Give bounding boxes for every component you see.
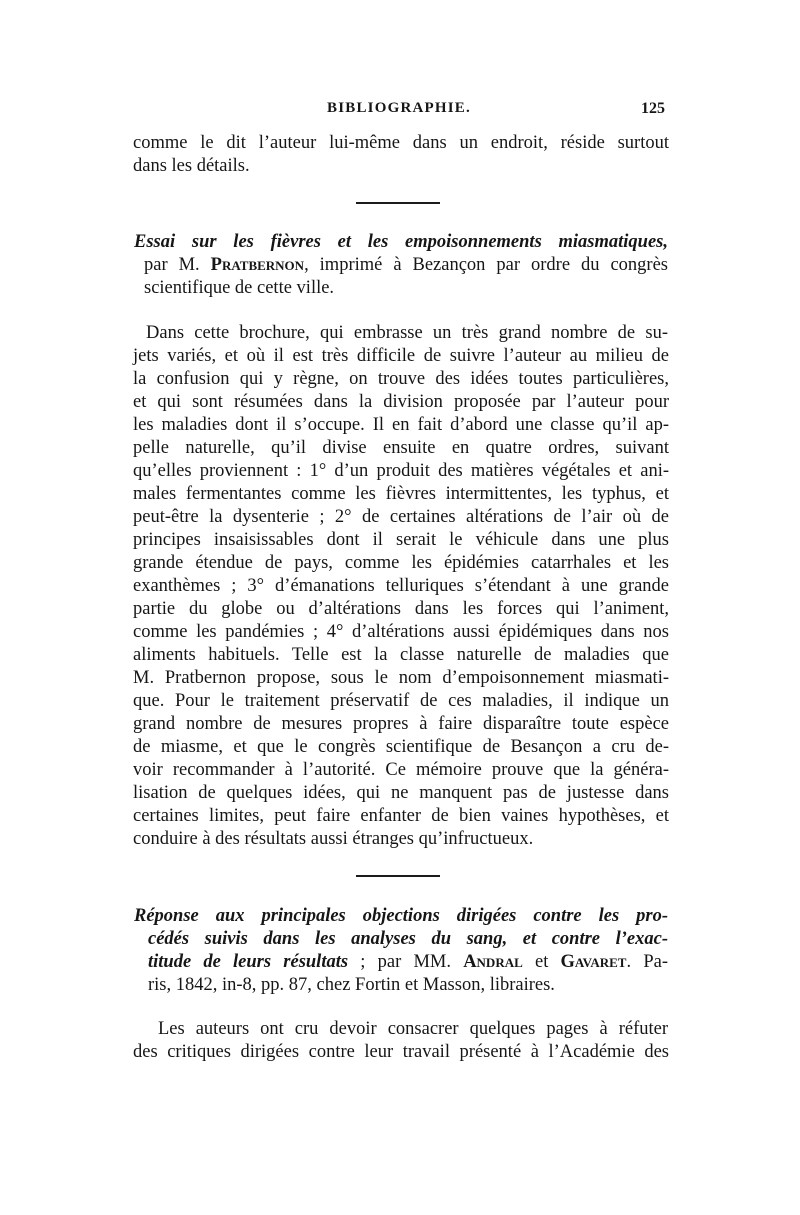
text-line: grand nombre de mesures propres à faire disparaître toute espèce <box>133 714 669 734</box>
text-line: jets variés, et où il est très difficile de suivre l’auteur au milieu de <box>133 346 669 366</box>
text-line: certaines limites, peut faire enfanter de bien vaines hypothèses, et <box>133 806 669 826</box>
text-line: dans les détails. <box>133 156 250 176</box>
text-line: M. Pratbernon propose, sous le nom d’empoisonnement miasmati- <box>133 668 669 688</box>
text-line: Dans cette brochure, qui embrasse un très grand nombre de su- <box>146 323 668 343</box>
text-line: exanthèmes ; 3° d’émanations telluriques s’étendant à une grande <box>133 576 669 596</box>
text-line: grande étendue de pays, comme les épidémies catarrhales et les <box>133 553 669 573</box>
byline-suffix: , imprimé à Bezançon par ordre du congrès <box>304 255 669 275</box>
text-line: conduire à des résultats aussi étranges qu’infructueux. <box>133 829 534 849</box>
author-name: Pratbernon <box>210 255 305 275</box>
title-part: ; par MM. <box>348 952 464 972</box>
text-line: que. Pour le traitement préservatif de ces maladies, il indique un <box>133 691 669 711</box>
title-italic-part: titude de leurs résultats <box>148 952 349 972</box>
text-line: comme le dit l’auteur lui-même dans un endroit, réside surtout <box>133 133 669 153</box>
text-line: partie du globe ou d’altérations dans les forces qui l’animent, <box>133 599 669 619</box>
text-line: pelle naturelle, qu’il divise ensuite en quatre ordres, suivant <box>133 438 669 458</box>
page-number: 125 <box>641 100 665 117</box>
author-name: Andral <box>463 952 523 972</box>
title-part: . Pa- <box>626 952 668 972</box>
text-line: peut-être la dysenterie ; 2° de certaines altérations de l’air où de <box>133 507 669 527</box>
section-divider <box>356 875 440 877</box>
title-part: et <box>522 952 561 972</box>
review-byline: ris, 1842, in-8, pp. 87, chez Fortin et Masson, libraires. <box>148 975 555 995</box>
text-line: qu’elles proviennent : 1° d’un produit des matières végétales et ani- <box>133 461 669 481</box>
text-line: de miasme, et que le congrès scientifique de Besançon a cru de- <box>133 737 669 757</box>
text-line: et qui sont résumées dans la division proposée par l’auteur pour <box>133 392 669 412</box>
text-line: des critiques dirigées contre leur travail présenté à l’Académie des <box>133 1042 669 1062</box>
text-line: males fermentantes comme les fièvres intermittentes, les typhus, et <box>133 484 669 504</box>
text-line: lisation de quelques idées, qui ne manquent pas de justesse dans <box>133 783 669 803</box>
text-line: voir recommander à l’autorité. Ce mémoire prouve que la généra- <box>133 760 669 780</box>
review-title <box>148 951 668 974</box>
text-line: Les auteurs ont cru devoir consacrer quelques pages à réfuter <box>158 1019 668 1039</box>
text-line: les maladies dont il s’occupe. Il en fait d’abord une classe qu’il ap- <box>133 415 669 435</box>
review-byline <box>144 254 668 277</box>
review-title: cédés suivis dans les analyses du sang, et contre l’exac- <box>148 929 668 949</box>
running-head <box>133 100 665 120</box>
review-title: Essai sur les fièvres et les empoisonnements miasmatiques, <box>134 232 668 252</box>
text-line: la confusion qui y règne, on trouve des idées toutes particulières, <box>133 369 669 389</box>
text-line: comme les pandémies ; 4° d’altérations aussi épidémiques dans nos <box>133 622 669 642</box>
review-byline: scientifique de cette ville. <box>144 278 335 298</box>
section-divider <box>356 202 440 204</box>
text-line: aliments habituels. Telle est la classe naturelle de maladies que <box>133 645 669 665</box>
author-name: Gavaret <box>560 952 627 972</box>
byline-prefix: par M. <box>144 255 211 275</box>
review-title: Réponse aux principales objections dirigées contre les pro- <box>134 906 668 926</box>
text-line: principes insaisissables dont il serait le véhicule dans une plus <box>133 530 669 550</box>
running-title: BIBLIOGRAPHIE. <box>327 100 471 116</box>
